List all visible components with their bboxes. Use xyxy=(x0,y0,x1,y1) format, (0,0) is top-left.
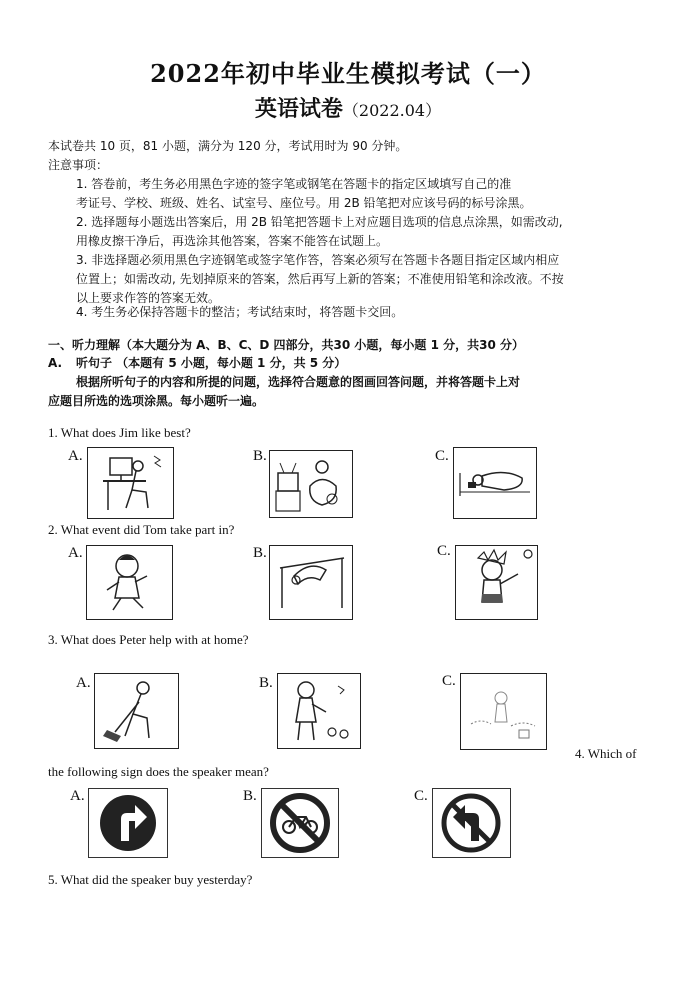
q3-option-c-label: C. xyxy=(442,673,456,689)
q3-option-b-label: B. xyxy=(259,675,273,691)
subtitle-main: 英语试卷 xyxy=(254,96,343,122)
part-a-label: A. xyxy=(48,356,63,370)
q1-option-a-picture xyxy=(87,447,174,519)
q3-option-a-picture xyxy=(94,673,179,749)
q2-option-c-label: C. xyxy=(437,543,451,559)
note-3-line-1: 3. 非选择题必须用黑色字迹钢笔或签字笔作答，答案必须写在答题卡各题目指定区域内相应 xyxy=(76,253,560,267)
section-heading: 一、听力理解（本大题分为 A、B、C、D 四部分，共30 小题，每小题 1 分，共30 分） xyxy=(48,338,525,352)
q4-option-b-picture xyxy=(261,788,339,858)
q2-option-a-label: A. xyxy=(68,545,83,561)
question-1: 1. What does Jim like best? xyxy=(48,425,191,440)
note-4-line-1: 4. 考生务必保持答题卡的整洁；考试结束时，将答题卡交回。 xyxy=(76,305,404,319)
q4-option-a-picture xyxy=(88,788,168,858)
watering-flowers-icon xyxy=(278,674,359,747)
q2-option-a-picture xyxy=(86,545,173,620)
instruction-line-2: 应题目所选的选项涂黑。每小题听一遍。 xyxy=(48,394,265,408)
q1-option-a-label: A. xyxy=(68,448,83,464)
part-a-title: 听句子 （本题有 5 小题，每小题 1 分，共 5 分） xyxy=(76,356,347,370)
q1-option-b-label: B. xyxy=(253,448,267,464)
note-3-line-3: 以上要求作答的答案无效。 xyxy=(76,291,221,305)
ball-playing-icon xyxy=(456,546,536,618)
notes-title: 注意事项： xyxy=(48,158,109,172)
turn-right-sign-icon xyxy=(89,789,167,857)
question-4-part-1: 4. Which of xyxy=(575,746,637,761)
exam-title: 2022年初中毕业生模拟考试（一） xyxy=(150,59,546,88)
q1-option-c-picture xyxy=(453,447,537,519)
note-1-line-1: 1. 答卷前，考生务必用黑色字迹的签字笔或钢笔在答题卡的指定区域填写自己的准 xyxy=(76,177,512,191)
high-jump-icon xyxy=(270,546,351,618)
q4-option-c-picture xyxy=(432,788,511,858)
tv-watching-icon xyxy=(270,451,351,516)
instruction-line-1: 根据所听句子的内容和所提的问题，选择符合题意的图画回答问题，并将答题卡上对 xyxy=(76,375,521,389)
note-2-line-2: 用橡皮擦干净后，再选涂其他答案，答案不能答在试题上。 xyxy=(76,234,389,248)
running-boy-icon xyxy=(87,546,171,618)
computer-user-icon xyxy=(88,448,172,517)
question-4-part-2: the following sign does the speaker mean? xyxy=(48,764,269,779)
cooking-icon xyxy=(461,674,545,748)
subtitle-date: （2022.04） xyxy=(342,101,442,120)
note-2-line-1: 2. 选择题每小题选出答案后，用 2B 铅笔把答题卡上对应题目选项的信息点涂黑，如需改动, xyxy=(76,215,563,229)
q2-option-b-label: B. xyxy=(253,545,267,561)
note-3-line-2: 位置上；如需改动, 先划掉原来的答案，然后再写上新的答案；不准使用铅笔和涂改液。不按 xyxy=(76,272,564,286)
sleeping-icon xyxy=(454,448,535,517)
q1-option-b-picture xyxy=(269,450,353,518)
question-2: 2. What event did Tom take part in? xyxy=(48,522,235,537)
question-3: 3. What does Peter help with at home? xyxy=(48,632,249,647)
q3-option-c-picture xyxy=(460,673,547,750)
q3-option-b-picture xyxy=(277,673,361,749)
no-left-turn-sign-icon xyxy=(433,789,510,857)
exam-summary: 本试卷共 10 页，81 小题，满分为 120 分，考试用时为 90 分钟。 xyxy=(48,139,408,153)
note-1-line-2: 考证号、学校、班级、姓名、试室号、座位号。用 2B 铅笔把对应该号码的标号涂黑。 xyxy=(76,196,532,210)
no-bicycle-sign-icon xyxy=(262,789,338,857)
q2-option-b-picture xyxy=(269,545,353,620)
q2-option-c-picture xyxy=(455,545,538,620)
q4-option-a-label: A. xyxy=(70,788,85,804)
q3-option-a-label: A. xyxy=(76,675,91,691)
exam-subtitle xyxy=(0,92,696,123)
question-5: 5. What did the speaker buy yesterday? xyxy=(48,872,253,887)
sweeping-icon xyxy=(95,674,177,747)
q4-option-b-label: B. xyxy=(243,788,257,804)
q1-option-c-label: C. xyxy=(435,448,449,464)
q4-option-c-label: C. xyxy=(414,788,428,804)
